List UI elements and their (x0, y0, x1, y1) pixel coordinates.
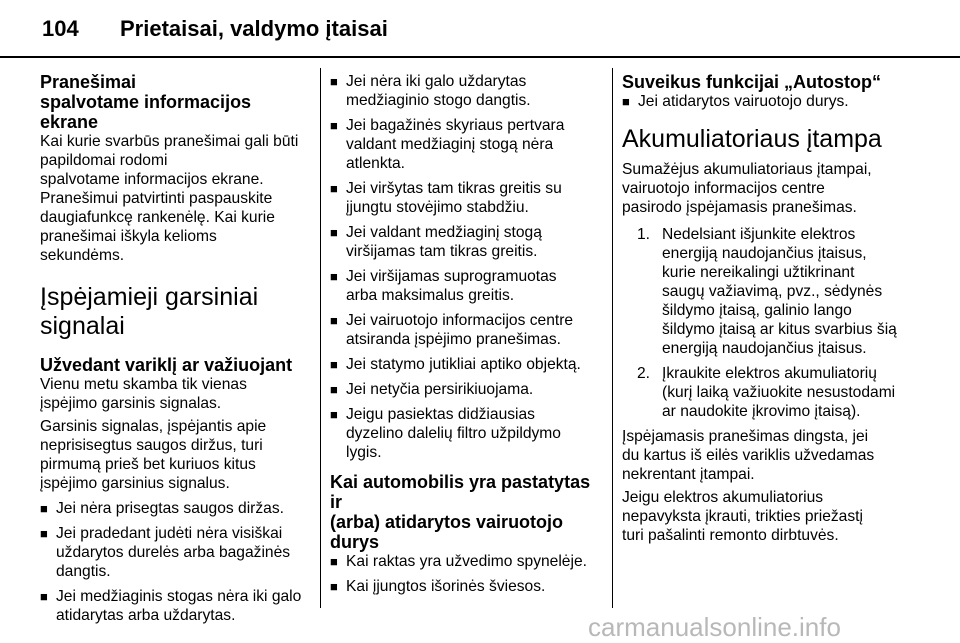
column-2 (330, 72, 605, 602)
text-line: Jei netyčia persirikiuojama. (346, 381, 534, 398)
bullet-text (56, 524, 310, 581)
bullet-square-icon: ■ (330, 269, 338, 284)
bullet-item (40, 587, 310, 625)
heading-battery-voltage: Akumuliatoriaus įtampa (622, 125, 882, 153)
paragraph-messages (40, 132, 310, 265)
text-line: sekundėms. (40, 247, 125, 264)
text-line: dangtis. (56, 563, 111, 580)
text-line: vairuotojo informacijos centre (622, 180, 825, 197)
text-line: Jei viršijamas suprogramuotas (346, 268, 557, 285)
bullet-square-icon: ■ (330, 579, 338, 594)
text-line: energiją naudojančius įtaisus. (662, 340, 867, 357)
bullet-square-icon: ■ (330, 74, 338, 89)
paragraph-message-disappears (622, 427, 922, 484)
step-text (662, 364, 922, 421)
text-line: įspėjimo garsinius signalus. (40, 475, 230, 492)
column-1 (40, 72, 310, 631)
text-line: Nedelsiant išjunkite elektros (662, 226, 856, 243)
paragraph-one-chime (40, 375, 310, 413)
text-line: kurie nereikalingi užtikrinant (662, 264, 855, 281)
bullet-item (330, 577, 605, 596)
watermark: carmanualsonline.info (588, 612, 841, 642)
list-warning-conditions-1 (40, 499, 310, 625)
bullet-text (346, 577, 605, 596)
text-line: Jeigu pasiektas didžiausias (346, 406, 535, 423)
bullet-text (346, 179, 605, 217)
bullet-item (330, 380, 605, 399)
text-line: Jei atidarytos vairuotojo durys. (638, 93, 849, 110)
text-line: pasirodo įspėjamasis pranešimas. (622, 199, 857, 216)
text-line: Kai automobilis yra pastatytas ir (330, 472, 591, 512)
paragraph-cannot-charge (622, 488, 922, 545)
text-line: energiją naudojančius įtaisus, (662, 245, 867, 262)
text-line: Įspėjamasis pranešimas dingsta, jei (622, 428, 869, 445)
header-rule (0, 56, 960, 58)
bullet-item (330, 116, 605, 173)
text-line: Kai įjungtos išorinės šviesos. (346, 578, 546, 595)
text-line: arba maksimalus greitis. (346, 287, 515, 304)
text-line: (arba) atidarytos vairuotojo (330, 512, 564, 532)
text-line: du kartus iš eilės variklis užvedamas (622, 447, 875, 464)
step-text (662, 225, 922, 358)
text-line: Jei vairuotojo informacijos centre (346, 312, 574, 329)
bullet-text (56, 499, 310, 518)
text-line: durys (330, 532, 380, 552)
text-line: pranešimai iškyla kelioms (40, 228, 217, 245)
heading-starting-driving: Užvedant variklį ar važiuojant (40, 355, 293, 375)
text-line: Vienu metu skamba tik vienas (40, 376, 247, 393)
text-line: atidarytas arba uždarytas. (56, 607, 236, 624)
text-line: Jei nėra iki galo uždarytas (346, 73, 527, 90)
text-line: Pranešimui patvirtinti paspauskite (40, 190, 273, 207)
bullet-text (346, 267, 605, 305)
text-line: šildymo įtaisą ar kitus svarbius šią (662, 321, 897, 338)
bullet-square-icon: ■ (330, 118, 338, 133)
bullet-text (638, 92, 922, 111)
bullet-item (330, 223, 605, 261)
text-line: pirmumą prieš bet kuriuos kitus (40, 456, 256, 473)
column-3 (622, 72, 922, 545)
text-line: dyzelino dalelių filtro užpildymo (346, 425, 561, 442)
bullet-item (330, 311, 605, 349)
bullet-square-icon: ■ (330, 313, 338, 328)
heading-warning-line-1: Įspėjamieji garsiniai (40, 283, 259, 311)
column-divider-2 (612, 68, 613, 608)
heading-messages (40, 72, 310, 132)
text-line: (kurį laiką važiuokite nesustodami (662, 384, 896, 401)
heading-messages-line-1: Pranešimai (40, 72, 137, 92)
list-parked-conditions (330, 552, 605, 596)
list-autostop-conditions (622, 92, 922, 111)
bullet-text (346, 380, 605, 399)
bullet-item (330, 552, 605, 571)
column-divider-1 (320, 68, 321, 608)
bullet-square-icon: ■ (330, 554, 338, 569)
text-line: medžiaginio stogo dangtis. (346, 92, 531, 109)
bullet-item (622, 92, 922, 111)
text-line: ar naudokite įkrovimo įtaisą). (662, 403, 861, 420)
text-line: atlenkta. (346, 155, 405, 172)
step-item (622, 225, 922, 358)
text-line: Jei bagažinės skyriaus pertvara (346, 117, 565, 134)
text-line: lygis. (346, 444, 382, 461)
bullet-text (346, 116, 605, 173)
bullet-square-icon: ■ (330, 225, 338, 240)
page-header (0, 0, 960, 58)
step-number: 2. (637, 365, 651, 382)
text-line: Jei statymo jutikliai aptiko objektą. (346, 356, 581, 373)
text-line: turi pašalinti remonto dirbtuvės. (622, 527, 839, 544)
text-line: Jeigu elektros akumuliatorius (622, 489, 824, 506)
heading-autostop: Suveikus funkcijai „Autostop“ (622, 72, 882, 92)
bullet-square-icon: ■ (40, 526, 48, 541)
text-line: daugiafunkcę rankenėlę. Kai kurie (40, 209, 275, 226)
text-line: viršijamas tam tikras greitis. (346, 243, 538, 260)
text-line: atsiranda įspėjimo pranešimas. (346, 331, 561, 348)
page-number: 104 (42, 16, 79, 41)
bullet-item (330, 405, 605, 462)
bullet-square-icon: ■ (622, 94, 630, 109)
text-line: įspėjimo garsinis signalas. (40, 395, 222, 412)
bullet-square-icon: ■ (330, 181, 338, 196)
bullet-text (346, 72, 605, 110)
bullet-square-icon: ■ (40, 501, 48, 516)
text-line: Kai kurie svarbūs pranešimai gali būti (40, 133, 299, 150)
text-line: nepavyksta įkrauti, trikties priežastį (622, 508, 863, 525)
text-line: saugų važiavimą, pvz., sėdynės (662, 283, 883, 300)
text-line: valdant medžiaginį stogą nėra (346, 136, 554, 153)
text-line: Jei viršytas tam tikras greitis su (346, 180, 562, 197)
bullet-item (40, 499, 310, 518)
page-title: Prietaisai, valdymo įtaisai (120, 16, 388, 41)
text-line: Įkraukite elektros akumuliatorių (662, 365, 877, 382)
bullet-text (346, 311, 605, 349)
bullet-text (56, 587, 310, 625)
bullet-item (330, 179, 605, 217)
text-line: Garsinis signalas, įspėjantis apie (40, 418, 267, 435)
bullet-square-icon: ■ (330, 357, 338, 372)
paragraph-battery (622, 160, 922, 217)
bullet-item (40, 524, 310, 581)
text-line: Jei pradedant judėti nėra visiškai (56, 525, 283, 542)
bullet-text (346, 223, 605, 261)
bullet-text (346, 405, 605, 462)
text-line: įjungtu stovėjimo stabdžiu. (346, 199, 529, 216)
heading-warning-chimes (40, 283, 310, 341)
text-line: Jei valdant medžiaginį stogą (346, 224, 542, 241)
bullet-square-icon: ■ (330, 407, 338, 422)
bullet-item (330, 72, 605, 110)
bullet-item (330, 267, 605, 305)
bullet-text (346, 355, 605, 374)
text-line: neprisisegtus saugos diržus, turi (40, 437, 263, 454)
bullet-square-icon: ■ (330, 382, 338, 397)
text-line: nekrentant įtampai. (622, 466, 755, 483)
paragraph-seatbelt-priority (40, 417, 310, 493)
heading-messages-line-2: spalvotame informacijos ekrane (40, 92, 252, 132)
text-line: šildymo įtaisą, galinio lango (662, 302, 852, 319)
text-line: uždarytos durelės arba bagažinės (56, 544, 291, 561)
step-item (622, 364, 922, 421)
bullet-square-icon: ■ (40, 589, 48, 604)
list-warning-conditions-2 (330, 72, 605, 462)
text-line: Sumažėjus akumuliatoriaus įtampai, (622, 161, 872, 178)
text-line: spalvotame informacijos ekrane. (40, 171, 264, 188)
heading-parked (330, 472, 605, 552)
list-battery-steps (622, 225, 922, 421)
text-line: papildomai rodomi (40, 152, 168, 169)
text-line: Jei medžiaginis stogas nėra iki galo (56, 588, 302, 605)
step-number: 1. (637, 226, 651, 243)
heading-warning-line-2: signalai (40, 312, 125, 340)
text-line: Jei nėra prisegtas saugos diržas. (56, 500, 284, 517)
text-line: Kai raktas yra užvedimo spynelėje. (346, 553, 587, 570)
bullet-text (346, 552, 605, 571)
bullet-item (330, 355, 605, 374)
